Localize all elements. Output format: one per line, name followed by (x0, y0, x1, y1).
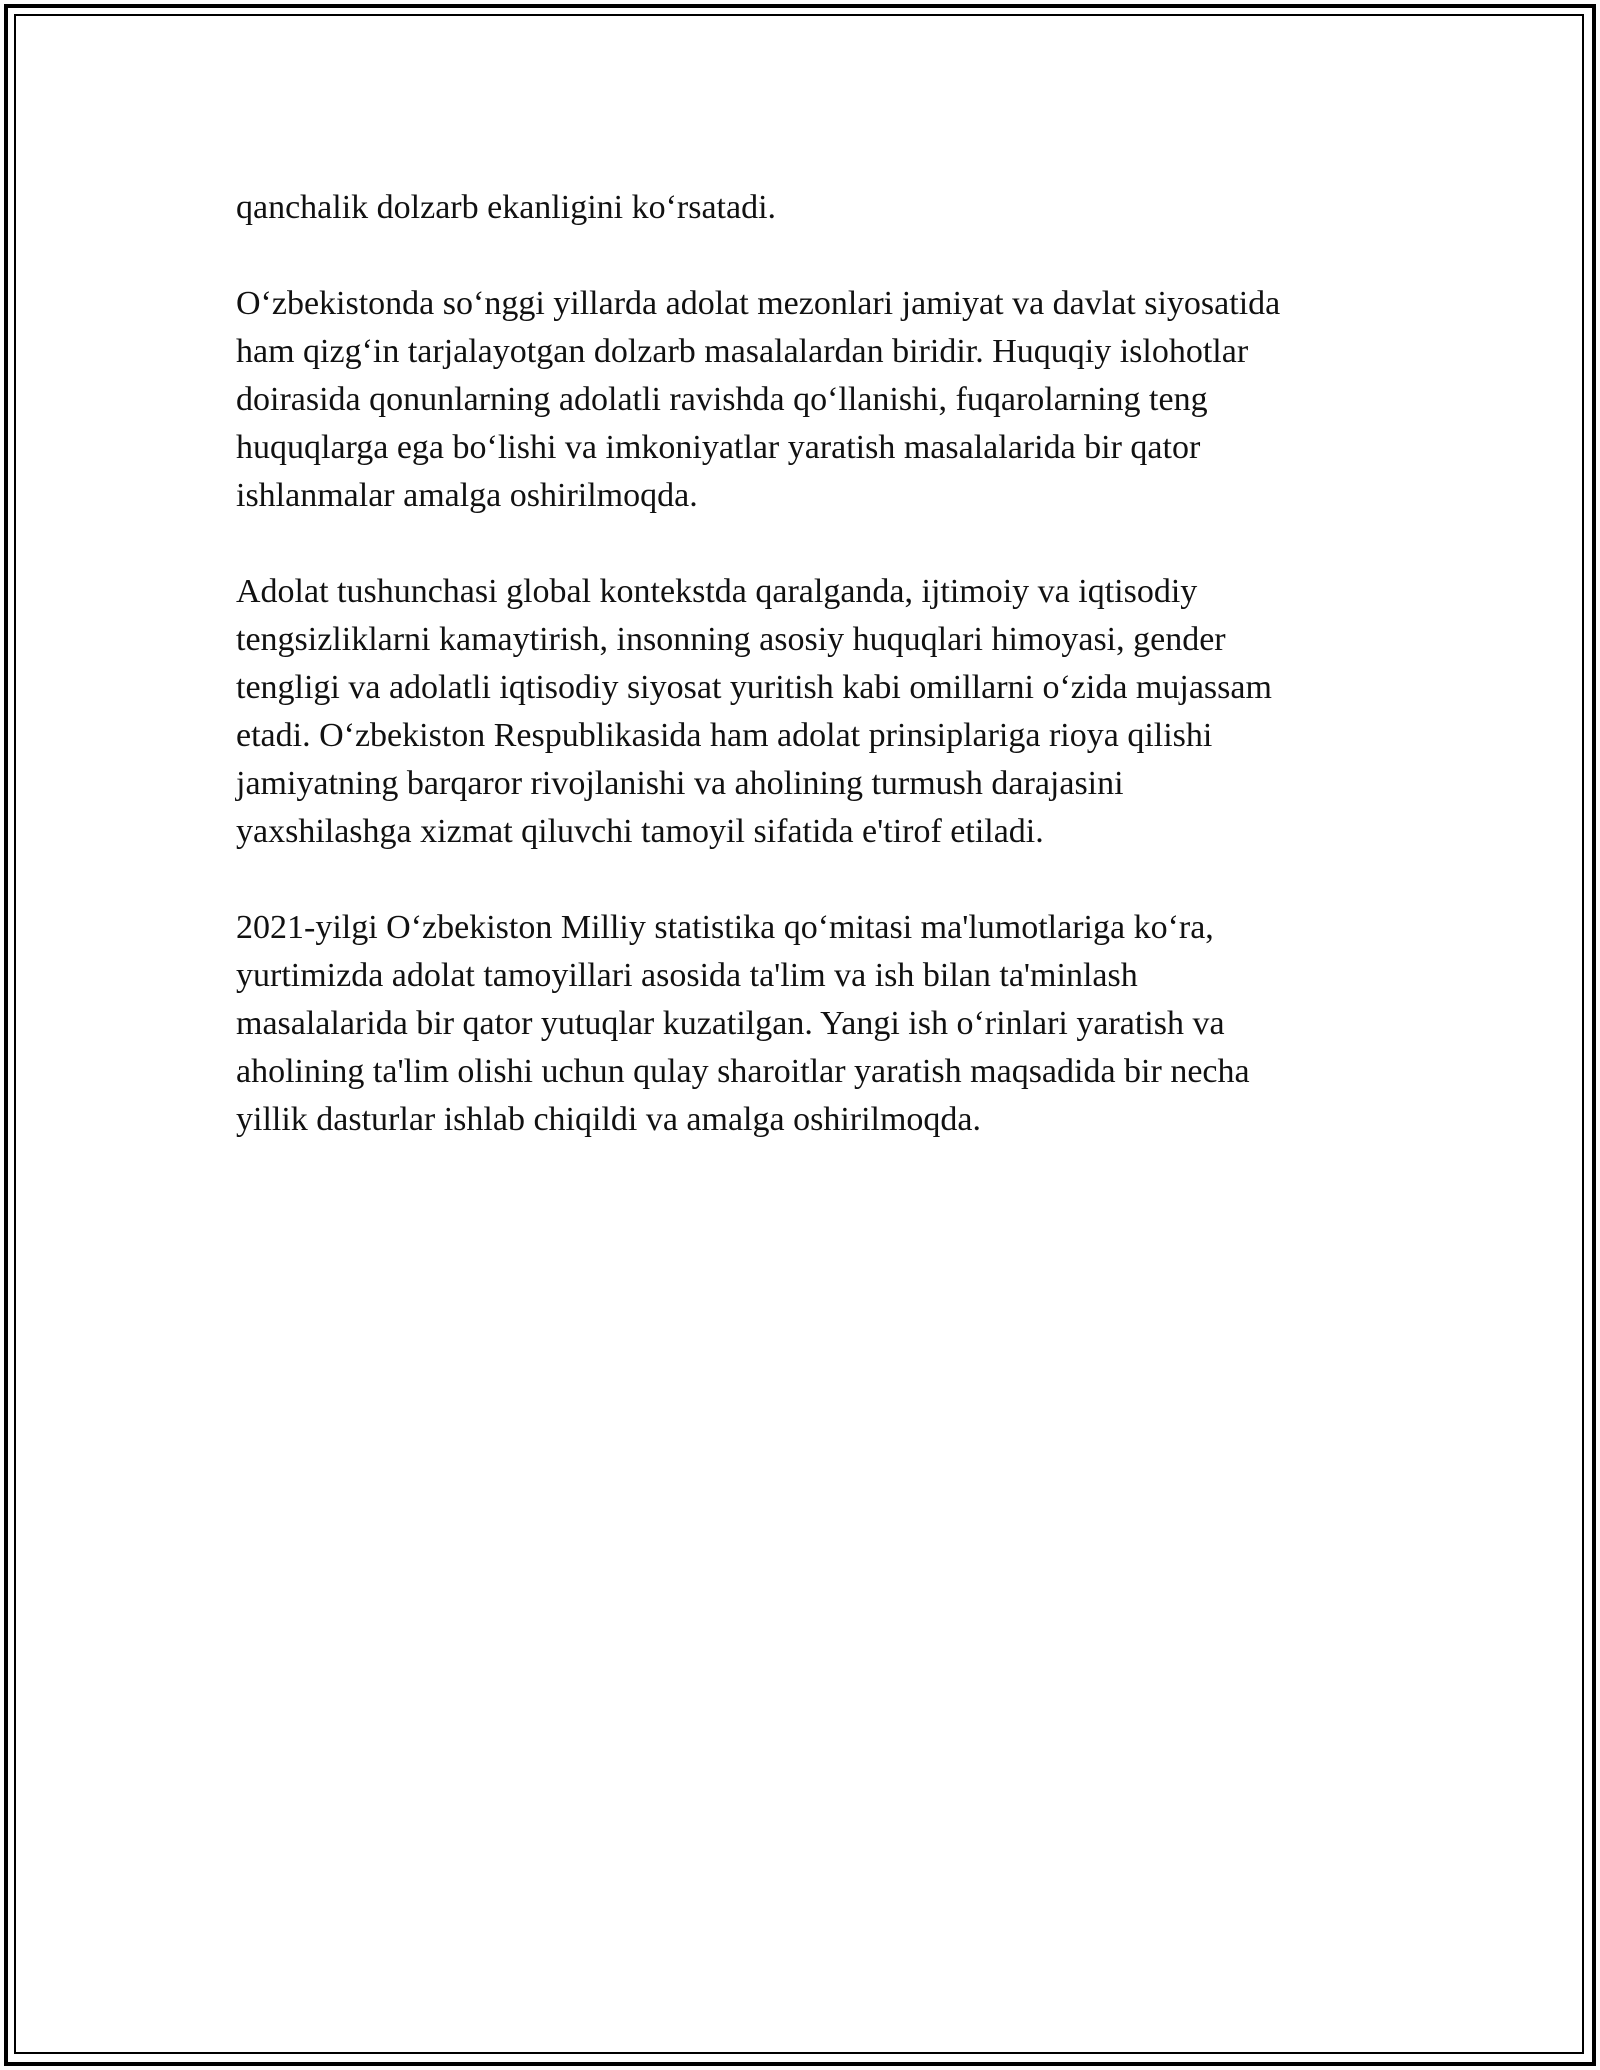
paragraph-line: tengsizliklarni kamaytirish, insonning asosiy huquqlari himoyasi, gender (236, 621, 1226, 658)
paragraph-line: huquqlarga ega bo‘lishi va imkoniyatlar yaratish masalalarida bir qator (236, 429, 1201, 466)
paragraph-4 (236, 904, 1376, 1144)
document-body (236, 184, 1376, 1192)
paragraph-line: etadi. O‘zbekiston Respublikasida ham adolat prinsiplariga rioya qilishi (236, 717, 1213, 754)
paragraph-line: aholining ta'lim olishi uchun qulay sharoitlar yaratish maqsadida bir necha (236, 1053, 1250, 1090)
paragraph-line: qanchalik dolzarb ekanligini ko‘rsatadi. (236, 189, 777, 226)
paragraph-line: jamiyatning barqaror rivojlanishi va aholining turmush darajasini (236, 765, 1124, 802)
paragraph-3 (236, 568, 1376, 856)
paragraph-line: masalalarida bir qator yutuqlar kuzatilgan. Yangi ish o‘rinlari yaratish va (236, 1005, 1225, 1042)
paragraph-line: ham qizg‘in tarjalayotgan dolzarb masalalardan biridir. Huquqiy islohotlar (236, 333, 1249, 370)
paragraph-line: doirasida qonunlarning adolatli ravishda qo‘llanishi, fuqarolarning teng (236, 381, 1208, 418)
paragraph-line: yaxshilashga xizmat qiluvchi tamoyil sifatida e'tirof etiladi. (236, 813, 1044, 850)
paragraph-1 (236, 184, 1376, 232)
paragraph-2 (236, 280, 1376, 520)
paragraph-line: tengligi va adolatli iqtisodiy siyosat yuritish kabi omillarni o‘zida mujassam (236, 669, 1272, 706)
paragraph-line: yurtimizda adolat tamoyillari asosida ta'lim va ish bilan ta'minlash (236, 957, 1138, 994)
paragraph-line: ishlanmalar amalga oshirilmoqda. (236, 477, 698, 514)
paragraph-line: 2021-yilgi O‘zbekiston Milliy statistika qo‘mitasi ma'lumotlariga ko‘ra, (236, 909, 1214, 946)
paragraph-line: O‘zbekistonda so‘nggi yillarda adolat mezonlari jamiyat va davlat siyosatida (236, 285, 1281, 322)
paragraph-line: yillik dasturlar ishlab chiqildi va amalga oshirilmoqda. (236, 1101, 982, 1138)
paragraph-line: Adolat tushunchasi global kontekstda qaralganda, ijtimoiy va iqtisodiy (236, 573, 1198, 610)
